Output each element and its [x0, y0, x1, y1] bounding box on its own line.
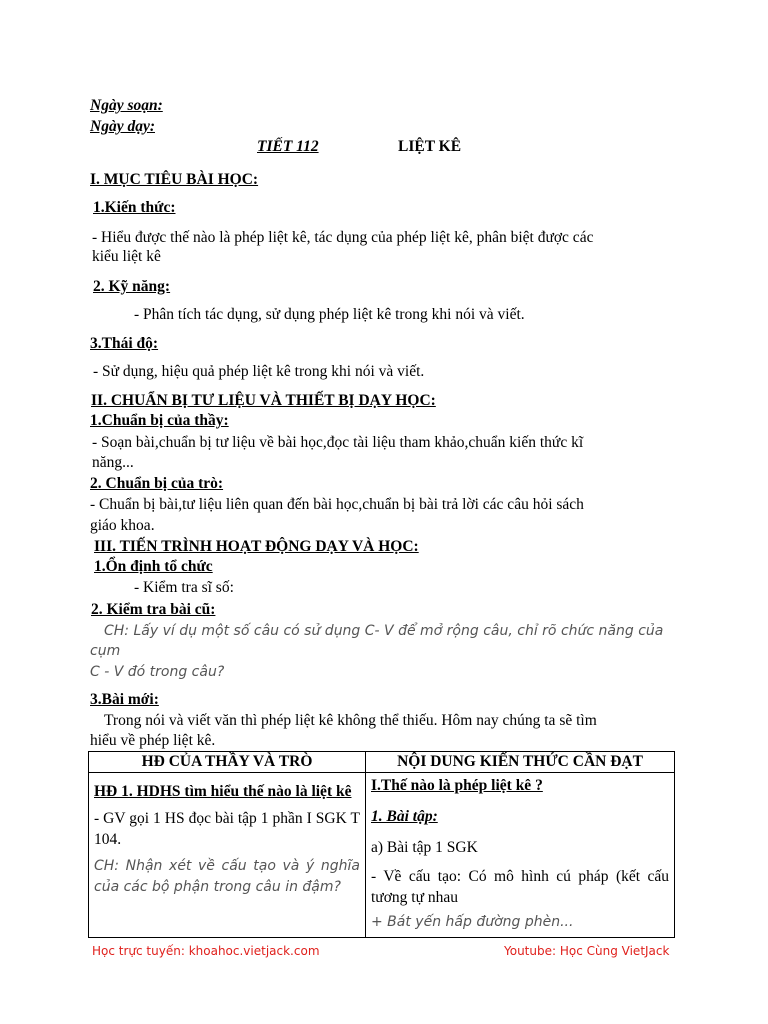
exercise-item: a) Bài tập 1 SGK: [371, 839, 478, 856]
skills-heading: 2. Kỹ năng:: [93, 278, 171, 295]
activities-cell: [89, 773, 366, 938]
prep-date-label: Ngày soạn:: [90, 97, 163, 114]
skills-line: - Phân tích tác dụng, sử dụng phép liệt kê trong khi nói và viết.: [134, 306, 525, 323]
question-line-1: CH: Lấy ví dụ một số câu có sử dụng C- V để mở rộng câu, chỉ rõ chức năng của: [104, 623, 664, 639]
organization-heading: 1.Ổn định tổ chức: [94, 558, 213, 575]
section-2-heading: II. CHUẨN BỊ TƯ LIỆU VÀ THIẾT BỊ DẠY HỌC:: [91, 392, 436, 409]
attendance-check: - Kiểm tra sĩ số:: [134, 579, 234, 596]
structure-note: - Về cấu tạo: Có mô hình cú pháp (kết cấu tương tự nhau: [371, 868, 669, 906]
column-header-activities: HĐ CỦA THẦY VÀ TRÒ: [89, 752, 366, 773]
table-row: [89, 773, 675, 938]
student-prep-heading: 2. Chuẩn bị của trò:: [90, 475, 224, 492]
table-header-row: [89, 752, 675, 773]
activity-1-heading: HĐ 1. HDHS tìm hiểu thế nào là liệt kê: [94, 783, 352, 800]
section-1-heading: I. MỤC TIÊU BÀI HỌC:: [90, 171, 259, 188]
lesson-activity-table: [88, 751, 675, 938]
activity-1-question: CH: Nhận xét về cấu tạo và ý nghĩa của các bộ phận trong câu in đậm?: [94, 858, 360, 895]
teach-date-label: Ngày dạy:: [90, 118, 155, 135]
section-3-heading: III. TIẾN TRÌNH HOẠT ĐỘNG DẠY VÀ HỌC:: [94, 538, 419, 555]
question-line-3: C - V đó trong câu?: [90, 664, 225, 680]
knowledge-heading: 1.Kiến thức:: [93, 199, 176, 216]
attitude-heading: 3.Thái độ:: [90, 335, 159, 352]
student-prep-line-2: giáo khoa.: [90, 517, 155, 534]
knowledge-line-1: - Hiểu được thế nào là phép liệt kê, tác dụng của phép liệt kê, phân biệt được các: [92, 229, 594, 246]
question-line-2: cụm: [90, 643, 121, 659]
teacher-prep-line-2: năng...: [92, 454, 134, 471]
student-prep-line-1: - Chuẩn bị bài,tư liệu liên quan đến bài học,chuẩn bị bài trả lời các câu hỏi sách: [90, 496, 584, 513]
content-cell: [366, 773, 675, 938]
activity-1-step: - GV gọi 1 HS đọc bài tập 1 phần I SGK T 104.: [94, 810, 360, 848]
content-heading: I.Thế nào là phép liệt kê ?: [371, 777, 543, 794]
old-lesson-check-heading: 2. Kiểm tra bài cũ:: [91, 601, 216, 618]
exercise-heading: 1. Bài tập:: [371, 808, 438, 825]
knowledge-line-2: kiểu liệt kê: [92, 248, 161, 265]
lesson-number: TIẾT 112: [257, 138, 319, 155]
attitude-line: - Sử dụng, hiệu quả phép liệt kê trong khi nói và viết.: [93, 363, 425, 380]
intro-line-1: Trong nói và viết văn thì phép liệt kê không thể thiếu. Hôm nay chúng ta sẽ tìm: [104, 712, 597, 729]
footer-website: Học trực tuyến: khoahoc.vietjack.com: [92, 944, 320, 958]
example-line: + Bát yến hấp đường phèn...: [371, 914, 574, 930]
new-lesson-heading: 3.Bài mới:: [90, 691, 159, 708]
teacher-prep-heading: 1.Chuẩn bị của thầy:: [90, 412, 229, 429]
lesson-title: LIỆT KÊ: [398, 138, 462, 155]
column-header-content: NỘI DUNG KIẾN THỨC CẦN ĐẠT: [366, 752, 675, 773]
footer-youtube: Youtube: Học Cùng VietJack: [504, 944, 670, 958]
teacher-prep-line-1: - Soạn bài,chuẩn bị tư liệu về bài học,đọc tài liệu tham khảo,chuẩn kiến thức kĩ: [92, 434, 584, 451]
intro-line-2: hiểu về phép liệt kê.: [90, 732, 216, 749]
